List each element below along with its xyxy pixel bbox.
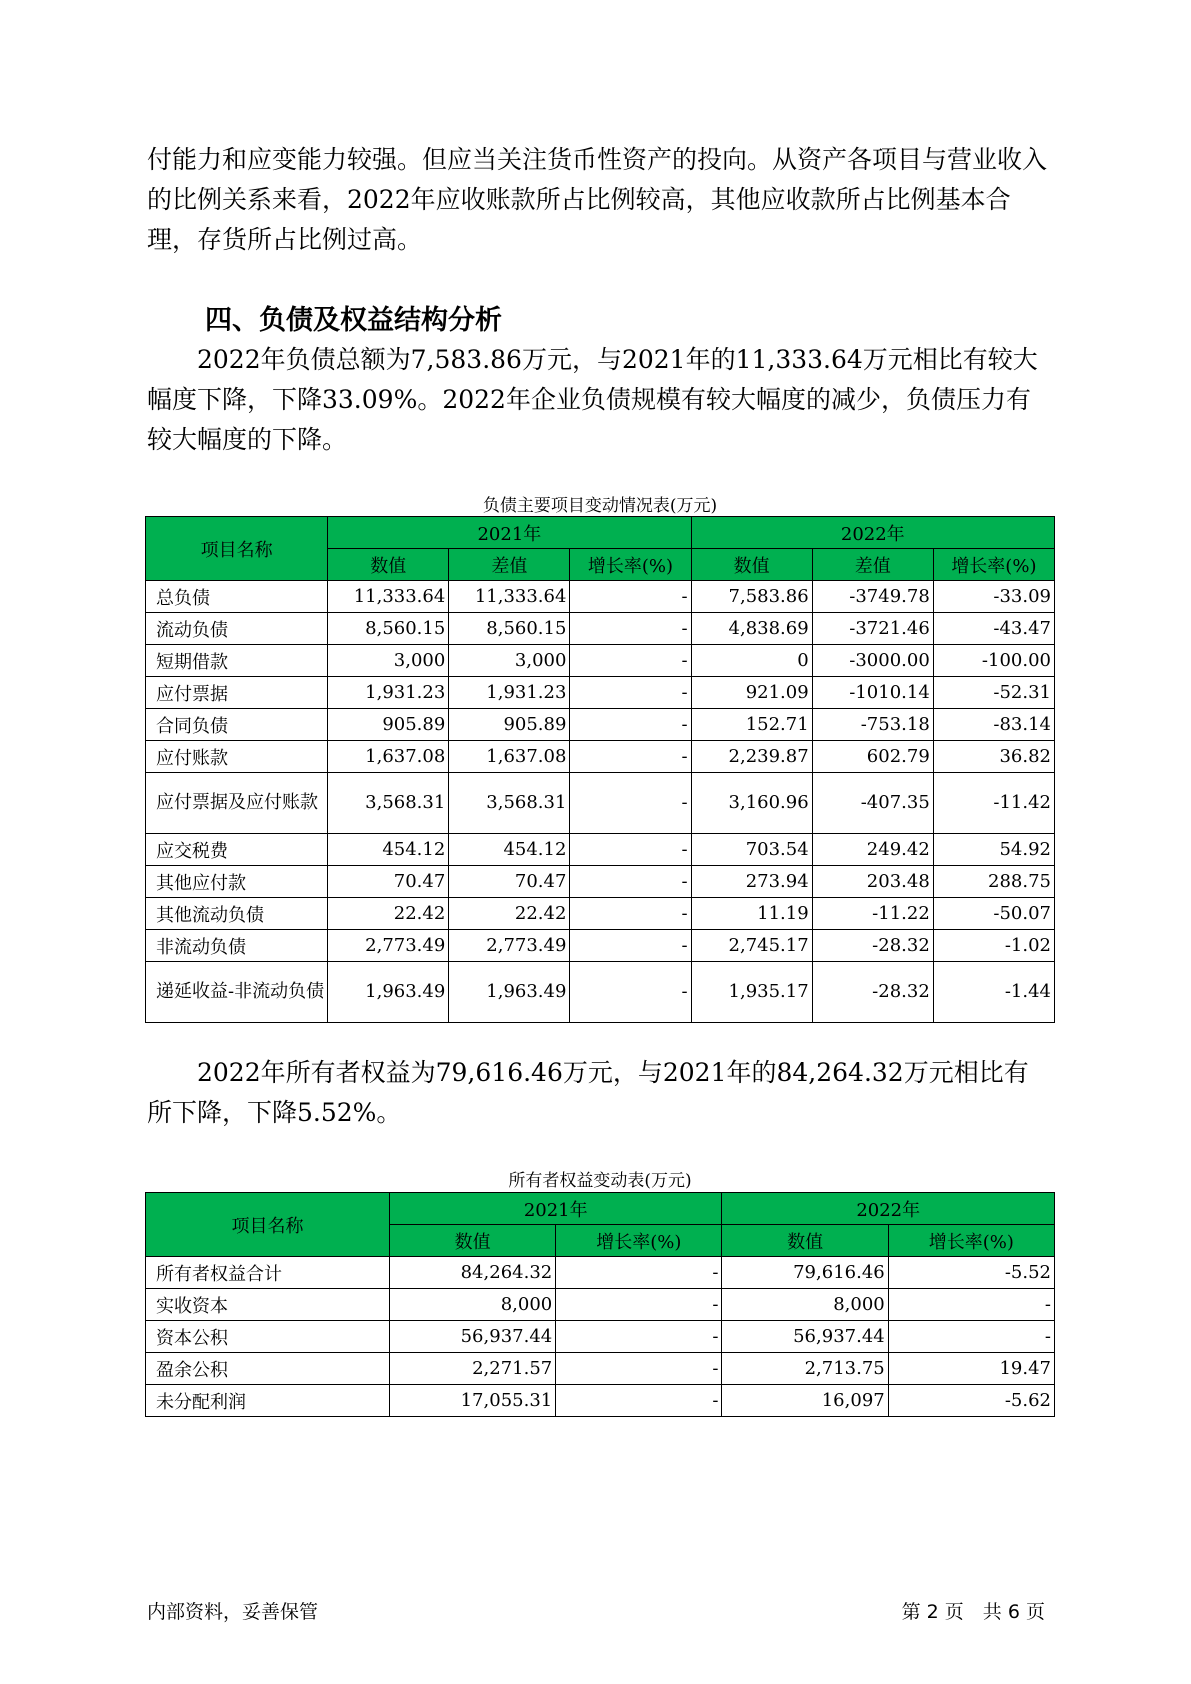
col-header-value-2021: 数值 — [328, 549, 449, 581]
cell-d1: 1,637.08 — [449, 741, 570, 773]
cell-d2: -407.35 — [812, 773, 933, 834]
cell-d1: 1,963.49 — [449, 962, 570, 1023]
equity-table — [145, 1192, 1055, 1417]
row-name: 盈余公积 — [146, 1353, 390, 1385]
page-total: 6 — [1007, 1601, 1020, 1623]
cell-d2: 249.42 — [812, 834, 933, 866]
cell-v1: 8,560.15 — [328, 613, 449, 645]
cell-r2: - — [888, 1289, 1054, 1321]
cell-d1: 11,333.64 — [449, 581, 570, 613]
table-row — [146, 1321, 1055, 1353]
footer-page-number — [902, 1597, 1045, 1624]
cell-v2: 16,097 — [722, 1385, 888, 1417]
table-row — [146, 962, 1055, 1023]
col-header-rate-2022: 增长率(%) — [888, 1225, 1054, 1257]
paragraph-equity-summary: 2022年所有者权益为79,616.46万元，与2021年的84,264.32万元相比有所下降，下降5.52%。 — [147, 1058, 1029, 1127]
cell-r2: -83.14 — [933, 709, 1054, 741]
cell-r2: 36.82 — [933, 741, 1054, 773]
cell-r1: - — [556, 1353, 722, 1385]
cell-v2: 11.19 — [691, 898, 812, 930]
row-name: 合同负债 — [146, 709, 328, 741]
cell-v1: 3,000 — [328, 645, 449, 677]
cell-d2: -28.32 — [812, 930, 933, 962]
cell-v1: 22.42 — [328, 898, 449, 930]
row-name: 其他应付款 — [146, 866, 328, 898]
cell-v2: 921.09 — [691, 677, 812, 709]
page-label-mid: 页 共 — [944, 1601, 1002, 1623]
footer-confidential-note: 内部资料，妥善保管 — [147, 1601, 319, 1623]
cell-r1: - — [570, 677, 691, 709]
cell-v2: 2,745.17 — [691, 930, 812, 962]
table-row — [146, 741, 1055, 773]
cell-d1: 3,568.31 — [449, 773, 570, 834]
cell-v1: 84,264.32 — [389, 1257, 555, 1289]
cell-r1: - — [570, 866, 691, 898]
row-name: 短期借款 — [146, 645, 328, 677]
cell-d1: 22.42 — [449, 898, 570, 930]
cell-v2: 3,160.96 — [691, 773, 812, 834]
cell-v2: 4,838.69 — [691, 613, 812, 645]
page-label-suffix: 页 — [1025, 1601, 1045, 1623]
table-row — [146, 898, 1055, 930]
cell-r2: -50.07 — [933, 898, 1054, 930]
cell-d2: -11.22 — [812, 898, 933, 930]
table-row — [146, 1257, 1055, 1289]
paragraph-asset-summary: 付能力和应变能力较强。但应当关注货币性资产的投向。从资产各项目与营业收入的比例关系来看，2022年应收账款所占比例较高，其他应收款所占比例基本合理，存货所占比例过高。 — [147, 145, 1048, 254]
col-header-value-2022: 数值 — [722, 1225, 888, 1257]
table-row — [146, 1353, 1055, 1385]
row-name: 未分配利润 — [146, 1385, 390, 1417]
section-heading: 四、负债及权益结构分析 — [205, 305, 502, 336]
cell-v1: 1,963.49 — [328, 962, 449, 1023]
cell-r2: -52.31 — [933, 677, 1054, 709]
table-row — [146, 709, 1055, 741]
table-row — [146, 834, 1055, 866]
cell-v1: 2,773.49 — [328, 930, 449, 962]
row-name: 总负债 — [146, 581, 328, 613]
row-name: 应付票据及应付账款 — [146, 773, 328, 834]
cell-v1: 56,937.44 — [389, 1321, 555, 1353]
cell-v2: 703.54 — [691, 834, 812, 866]
cell-r1: - — [570, 962, 691, 1023]
cell-r1: - — [570, 613, 691, 645]
table2-caption: 所有者权益变动表(万元) — [508, 1171, 692, 1191]
col-header-value-2021: 数值 — [389, 1225, 555, 1257]
table-row — [146, 930, 1055, 962]
table-row — [146, 1289, 1055, 1321]
paragraph-liability-summary: 2022年负债总额为7,583.86万元，与2021年的11,333.64万元相比有较大幅度下降，下降33.09%。2022年企业负债规模有较大幅度的减少，负债压力有较大幅度的下降。 — [147, 345, 1038, 454]
cell-r2: -11.42 — [933, 773, 1054, 834]
cell-d2: -28.32 — [812, 962, 933, 1023]
cell-v1: 11,333.64 — [328, 581, 449, 613]
cell-d1: 8,560.15 — [449, 613, 570, 645]
cell-r1: - — [570, 645, 691, 677]
cell-v1: 2,271.57 — [389, 1353, 555, 1385]
cell-r1: - — [556, 1289, 722, 1321]
cell-r2: -5.62 — [888, 1385, 1054, 1417]
cell-r1: - — [570, 898, 691, 930]
cell-r2: -33.09 — [933, 581, 1054, 613]
col-header-rate-2021: 增长率(%) — [556, 1225, 722, 1257]
col-header-2022: 2022年 — [722, 1193, 1055, 1225]
cell-v1: 905.89 — [328, 709, 449, 741]
table-row — [146, 1385, 1055, 1417]
cell-v2: 1,935.17 — [691, 962, 812, 1023]
cell-v2: 2,239.87 — [691, 741, 812, 773]
cell-r2: -100.00 — [933, 645, 1054, 677]
col-header-rate-2022: 增长率(%) — [933, 549, 1054, 581]
col-header-diff-2021: 差值 — [449, 549, 570, 581]
cell-r1: - — [556, 1321, 722, 1353]
cell-d2: 602.79 — [812, 741, 933, 773]
cell-d2: -1010.14 — [812, 677, 933, 709]
cell-v1: 3,568.31 — [328, 773, 449, 834]
cell-d2: 203.48 — [812, 866, 933, 898]
row-name: 应付票据 — [146, 677, 328, 709]
cell-v2: 8,000 — [722, 1289, 888, 1321]
cell-d1: 2,773.49 — [449, 930, 570, 962]
liability-table — [145, 516, 1055, 1023]
cell-r1: - — [570, 581, 691, 613]
cell-v1: 1,637.08 — [328, 741, 449, 773]
row-name: 其他流动负债 — [146, 898, 328, 930]
cell-r2: -43.47 — [933, 613, 1054, 645]
table-row — [146, 581, 1055, 613]
row-name: 所有者权益合计 — [146, 1257, 390, 1289]
col-header-2022: 2022年 — [691, 517, 1054, 549]
cell-v1: 454.12 — [328, 834, 449, 866]
cell-r2: -1.44 — [933, 962, 1054, 1023]
col-header-name: 项目名称 — [146, 1193, 390, 1257]
col-header-value-2022: 数值 — [691, 549, 812, 581]
row-name: 应交税费 — [146, 834, 328, 866]
cell-r2: -1.02 — [933, 930, 1054, 962]
row-name: 实收资本 — [146, 1289, 390, 1321]
cell-d1: 454.12 — [449, 834, 570, 866]
cell-r1: - — [570, 741, 691, 773]
cell-d1: 70.47 — [449, 866, 570, 898]
table-row — [146, 677, 1055, 709]
table-row — [146, 613, 1055, 645]
cell-v2: 7,583.86 — [691, 581, 812, 613]
cell-v2: 2,713.75 — [722, 1353, 888, 1385]
table1-caption: 负债主要项目变动情况表(万元) — [482, 496, 718, 516]
page-current: 2 — [926, 1601, 939, 1623]
cell-v1: 17,055.31 — [389, 1385, 555, 1417]
cell-d1: 3,000 — [449, 645, 570, 677]
cell-r2: -5.52 — [888, 1257, 1054, 1289]
cell-r1: - — [570, 773, 691, 834]
cell-v2: 56,937.44 — [722, 1321, 888, 1353]
row-name: 非流动负债 — [146, 930, 328, 962]
row-name: 资本公积 — [146, 1321, 390, 1353]
page-label-prefix: 第 — [901, 1601, 921, 1623]
cell-r1: - — [570, 930, 691, 962]
cell-r2: - — [888, 1321, 1054, 1353]
table-row — [146, 773, 1055, 834]
table-row — [146, 866, 1055, 898]
col-header-rate-2021: 增长率(%) — [570, 549, 691, 581]
cell-d1: 905.89 — [449, 709, 570, 741]
col-header-2021: 2021年 — [328, 517, 691, 549]
row-name: 流动负债 — [146, 613, 328, 645]
cell-r2: 288.75 — [933, 866, 1054, 898]
cell-d1: 1,931.23 — [449, 677, 570, 709]
cell-v1: 1,931.23 — [328, 677, 449, 709]
cell-d2: -3000.00 — [812, 645, 933, 677]
cell-r2: 54.92 — [933, 834, 1054, 866]
cell-v2: 79,616.46 — [722, 1257, 888, 1289]
cell-v2: 152.71 — [691, 709, 812, 741]
row-name: 应付账款 — [146, 741, 328, 773]
cell-v1: 8,000 — [389, 1289, 555, 1321]
cell-r2: 19.47 — [888, 1353, 1054, 1385]
cell-v2: 273.94 — [691, 866, 812, 898]
col-header-2021: 2021年 — [389, 1193, 722, 1225]
col-header-name: 项目名称 — [146, 517, 328, 581]
cell-r1: - — [556, 1385, 722, 1417]
cell-d2: -3749.78 — [812, 581, 933, 613]
cell-d2: -3721.46 — [812, 613, 933, 645]
table-row — [146, 645, 1055, 677]
cell-r1: - — [570, 834, 691, 866]
cell-r1: - — [556, 1257, 722, 1289]
cell-d2: -753.18 — [812, 709, 933, 741]
cell-v1: 70.47 — [328, 866, 449, 898]
col-header-diff-2022: 差值 — [812, 549, 933, 581]
row-name: 递延收益-非流动负债 — [146, 962, 328, 1023]
cell-v2: 0 — [691, 645, 812, 677]
cell-r1: - — [570, 709, 691, 741]
